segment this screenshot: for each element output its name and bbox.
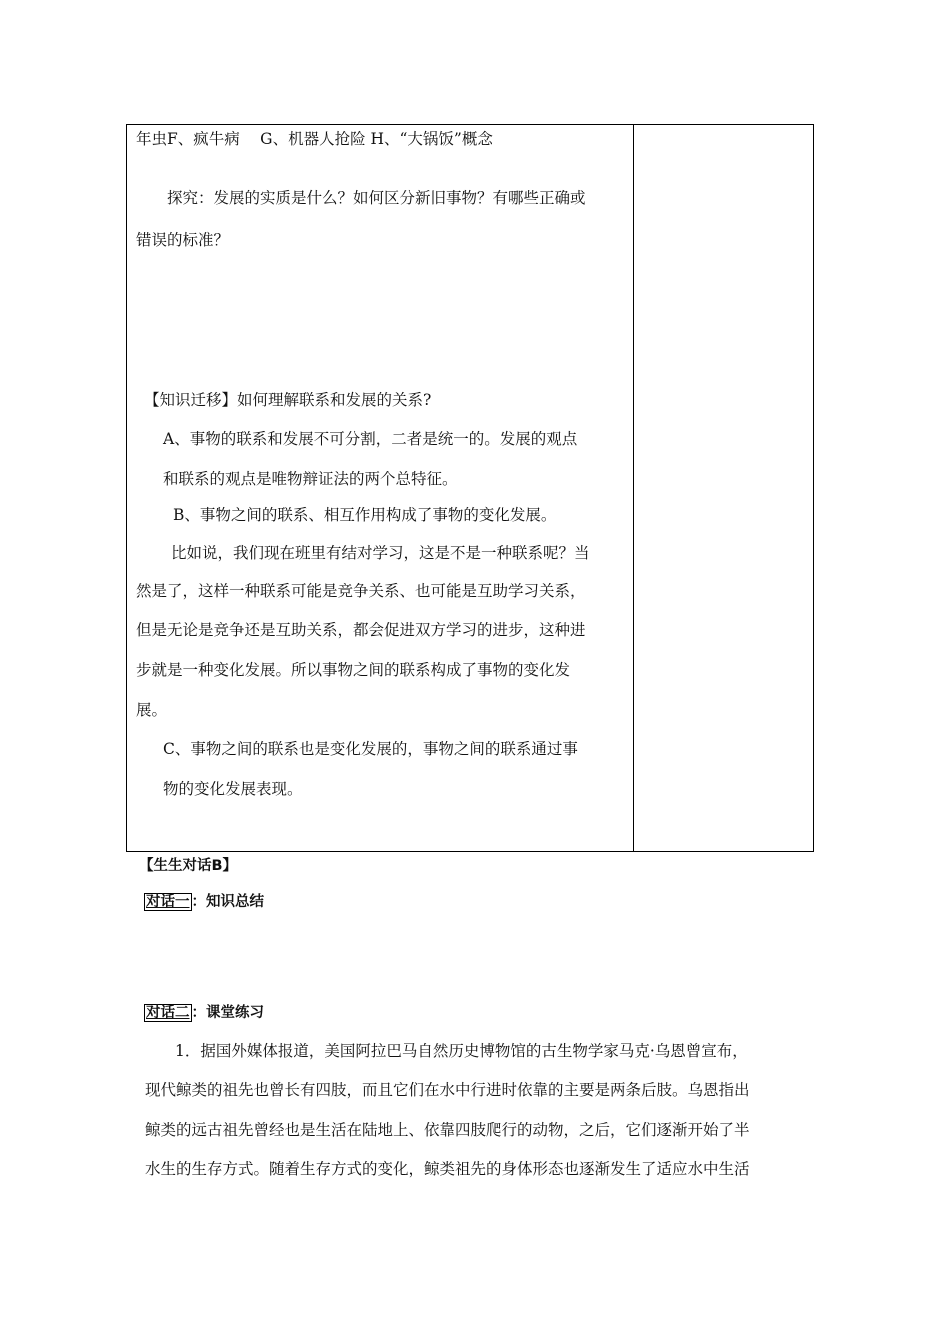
example-line-2: 然是了，这样一种联系可能是竞争关系、也可能是互助学习关系， xyxy=(136,582,586,600)
example-line-4: 步就是一种变化发展。所以事物之间的联系构成了事物的变化发 xyxy=(136,661,571,679)
knowledge-transfer-heading: 【知识迁移】如何理解联系和发展的关系? xyxy=(144,391,432,409)
dialog-two-label: 对话二 xyxy=(146,1005,190,1021)
dialog-two-row xyxy=(144,1003,264,1023)
dialog-one-row xyxy=(144,892,264,912)
example-line-3: 但是无论是竞争还是互助关系，都会促进双方学习的进步，这种进 xyxy=(136,621,586,639)
options-line: 年虫F、疯牛病 G、机器人抢险 H、“大锅饭”概念 xyxy=(136,130,493,148)
exercise-line-1: 1．据国外媒体报道，美国阿拉巴马自然历史博物馆的古生物学家马克·乌恩曾宣布， xyxy=(175,1042,748,1060)
dialog-one-title: ：知识总结 xyxy=(191,894,264,910)
point-c-line-2: 物的变化发展表现。 xyxy=(163,780,303,798)
point-a-line-2: 和联系的观点是唯物辩证法的两个总特征。 xyxy=(163,470,458,488)
exercise-line-2: 现代鲸类的祖先也曾长有四肢，而且它们在水中行进时依靠的主要是两条后肢。乌恩指出 xyxy=(145,1081,750,1099)
point-a-line-1: A、事物的联系和发展不可分割，二者是统一的。发展的观点 xyxy=(163,430,578,448)
point-b-line-1: B、事物之间的联系、相互作用构成了事物的变化发展。 xyxy=(173,506,557,524)
dialog-b-heading: 【生生对话B】 xyxy=(139,858,238,874)
dialog-one-label: 对话一 xyxy=(146,894,190,910)
explore-line-2: 错误的标准？ xyxy=(136,231,230,249)
explore-line-1: 探究：发展的实质是什么？如何区分新旧事物？有哪些正确或 xyxy=(167,189,586,207)
exercise-line-3: 鲸类的远古祖先曾经也是生活在陆地上、依靠四肢爬行的动物，之后，它们逐渐开始了半 xyxy=(145,1121,750,1139)
dialog-two-title: ：课堂练习 xyxy=(191,1005,264,1021)
content-table xyxy=(126,124,814,852)
exercise-line-4: 水生的生存方式。随着生存方式的变化，鲸类祖先的身体形态也逐渐发生了适应水中生活 xyxy=(145,1160,750,1178)
point-c-line-1: C、事物之间的联系也是变化发展的，事物之间的联系通过事 xyxy=(163,740,578,758)
example-line-1: 比如说，我们现在班里有结对学习，这是不是一种联系呢？当 xyxy=(171,544,590,562)
table-column-divider xyxy=(633,125,634,851)
example-line-5: 展。 xyxy=(136,701,168,719)
